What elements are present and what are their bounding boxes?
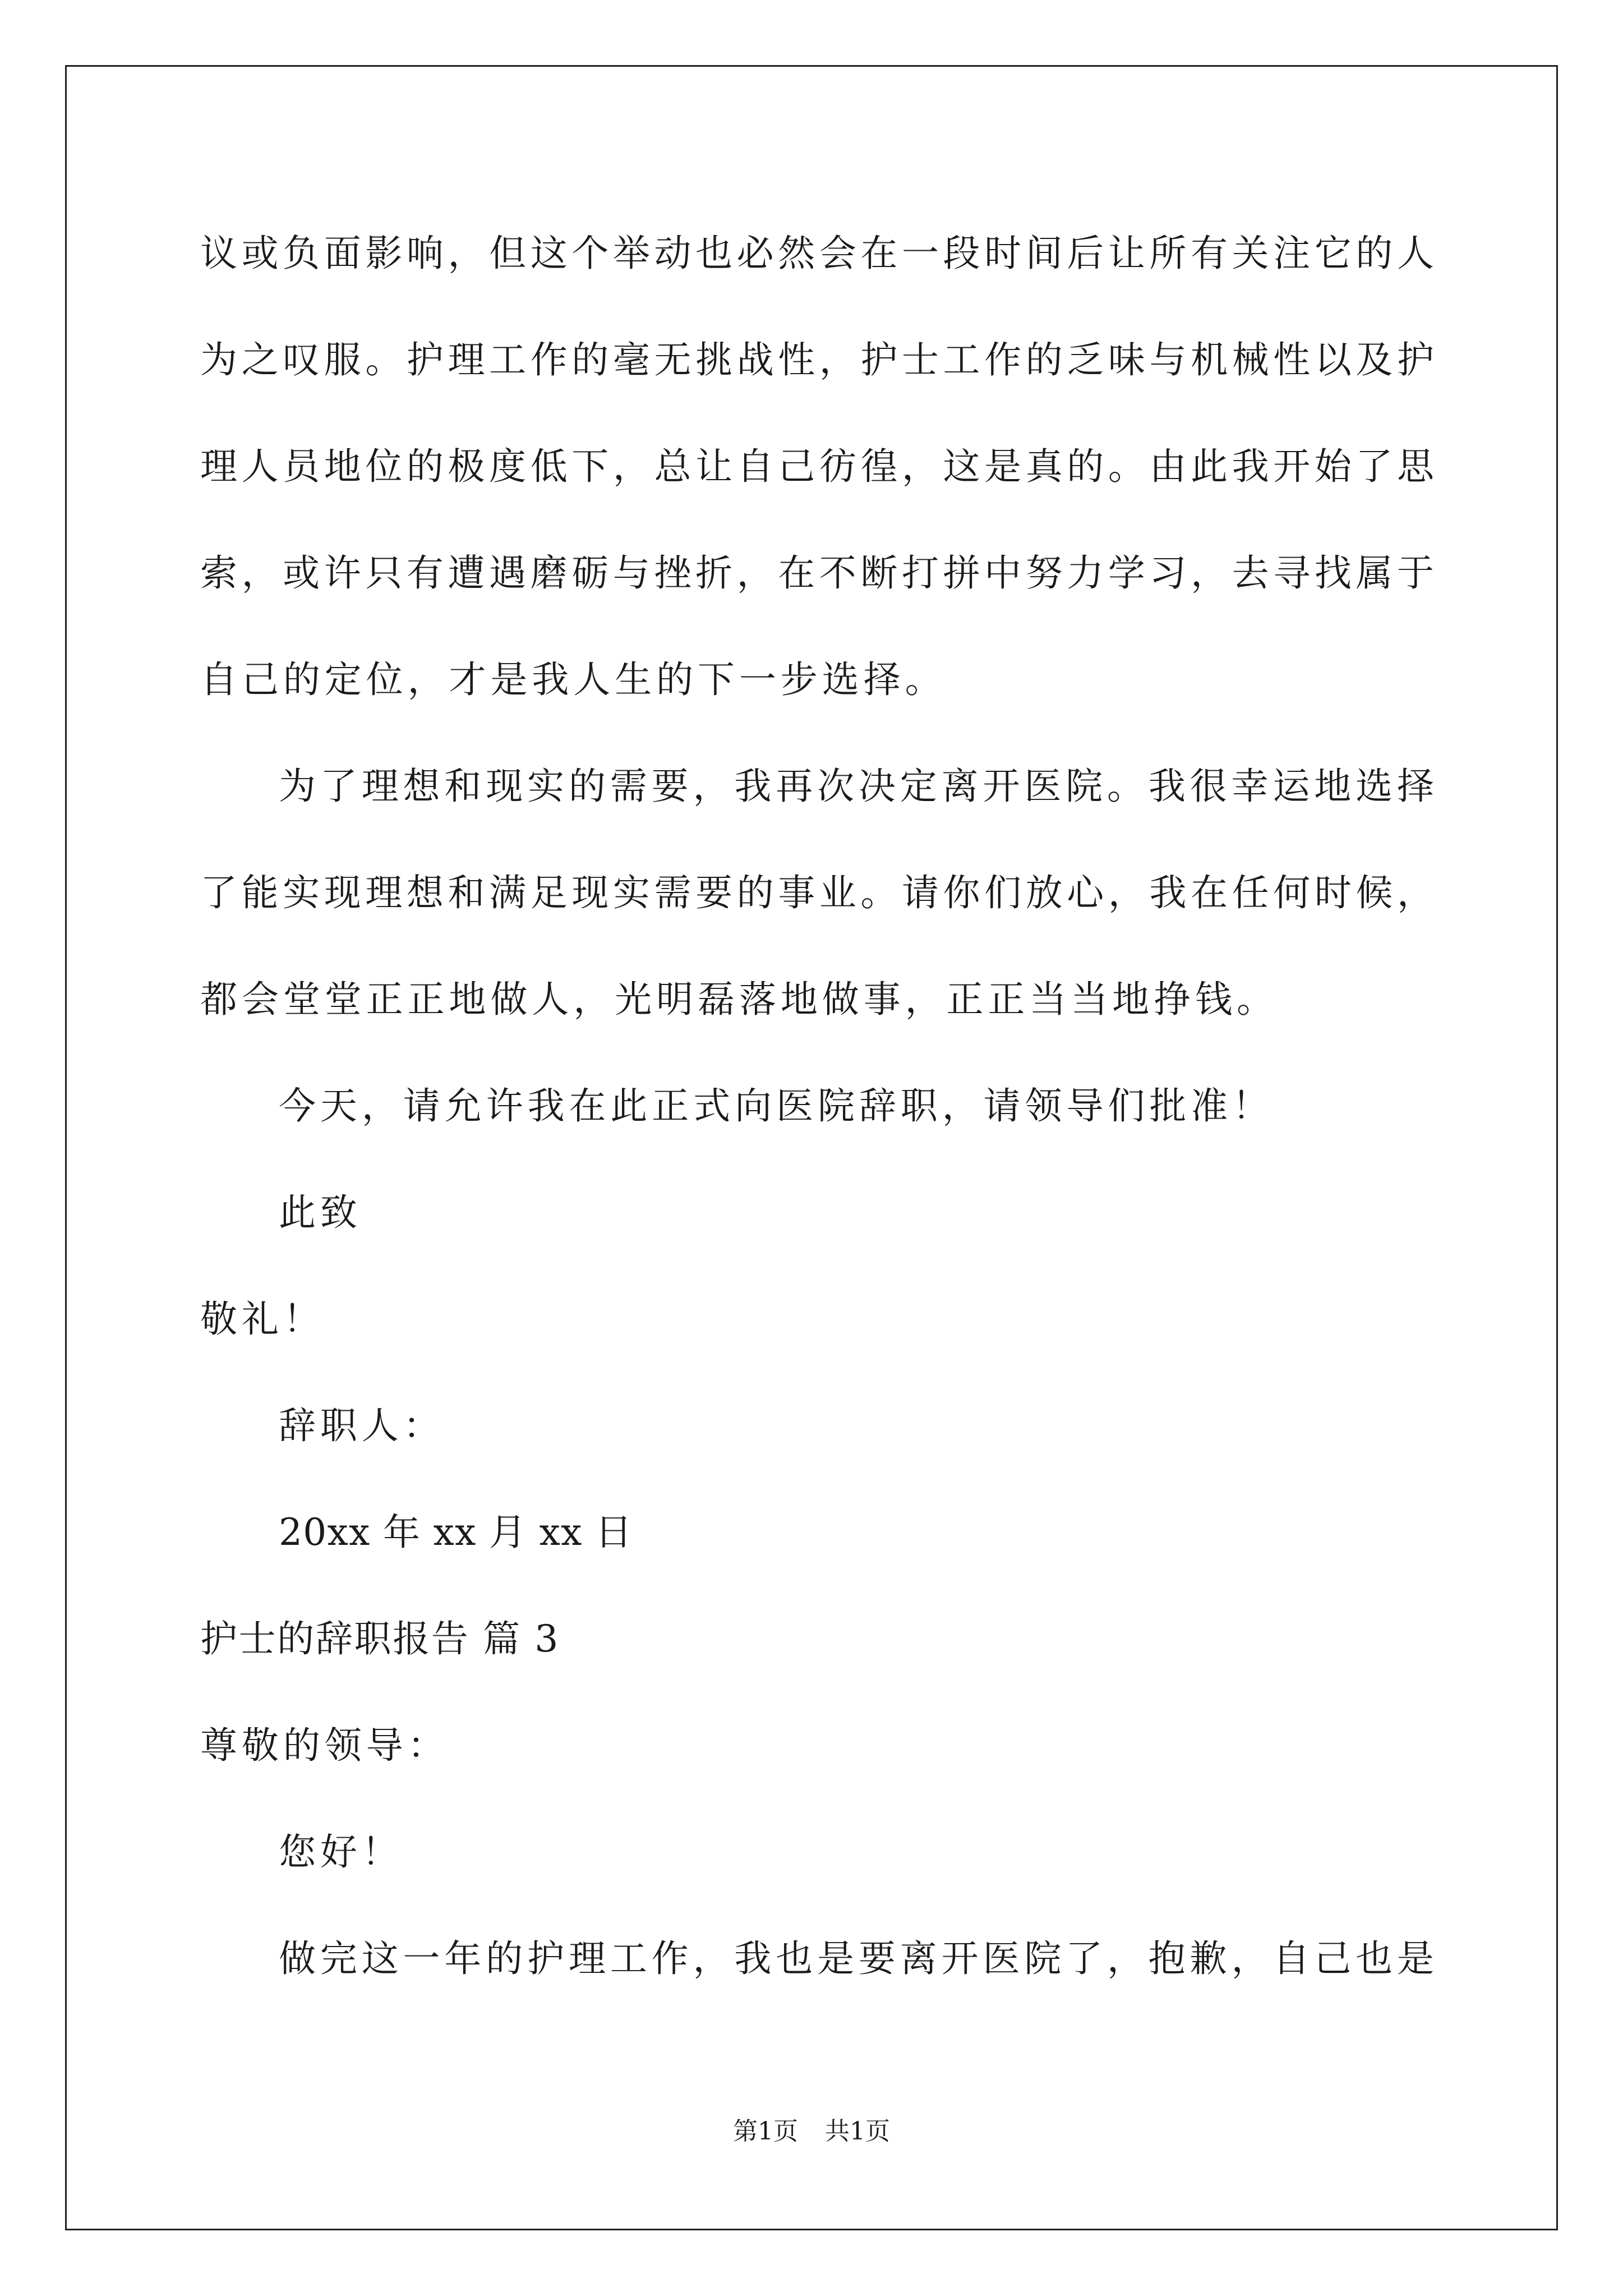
paragraph-line: 索，或许只有遭遇磨砺与挫折，在不断打拼中努力学习，去寻找属于 [200, 551, 1434, 595]
page-total: 共1页 [825, 2117, 890, 2146]
date-line: 20xx 年 xx 月 xx 日 [279, 1511, 633, 1554]
page-number: 第1页 [733, 2117, 798, 2146]
paragraph-line: 自己的定位，才是我人生的下一步选择。 [200, 658, 947, 701]
section-heading: 护士的辞职报告 篇 3 [200, 1617, 560, 1660]
paragraph-line: 议或负面影响，但这个举动也必然会在一段时间后让所有关注它的人 [200, 232, 1434, 275]
page-footer [0, 2116, 1623, 2147]
paragraph-line: 了能实现理想和满足现实需要的事业。请你们放心，我在任何时候， [200, 871, 1434, 914]
greeting-line: 您好！ [279, 1830, 403, 1874]
paragraph-line: 为了理想和现实的需要，我再次决定离开医院。我很幸运地选择 [279, 765, 1434, 808]
greeting-line: 尊敬的领导： [200, 1724, 449, 1767]
paragraph-line: 为之叹服。护理工作的毫无挑战性，护士工作的乏味与机械性以及护 [200, 338, 1434, 381]
signature-label: 辞职人： [279, 1404, 445, 1447]
paragraph-line: 做完这一年的护理工作，我也是要离开医院了，抱歉，自己也是 [279, 1937, 1434, 1980]
closing-line: 此致 [279, 1191, 362, 1234]
salutation-line: 敬礼！ [200, 1297, 325, 1341]
page-border [65, 65, 1558, 2230]
paragraph-line: 今天，请允许我在此正式向医院辞职，请领导们批准！ [279, 1084, 1274, 1128]
paragraph-line: 都会堂堂正正地做人，光明磊落地做事，正正当当地挣钱。 [200, 978, 1278, 1021]
paragraph-line: 理人员地位的极度低下，总让自己彷徨，这是真的。由此我开始了思 [200, 445, 1434, 488]
